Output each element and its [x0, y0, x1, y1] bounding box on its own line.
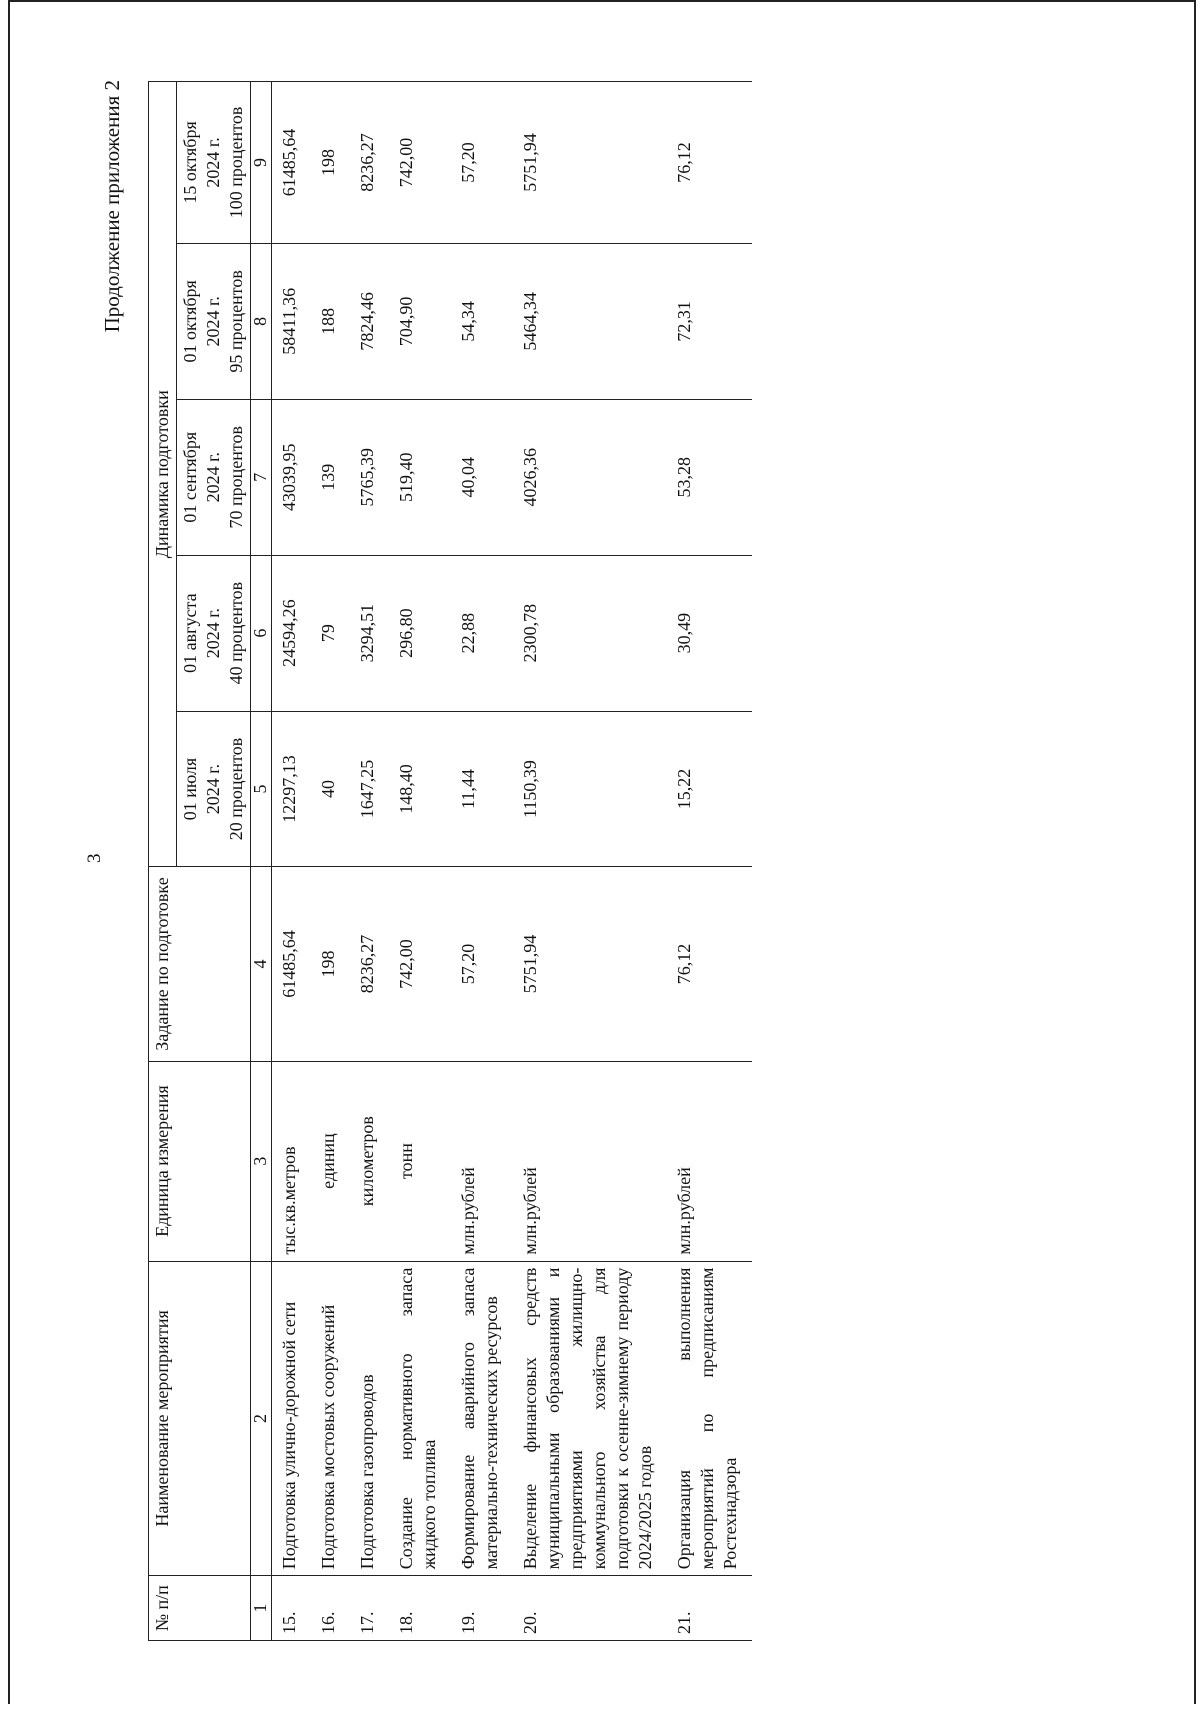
page-number: 3 — [84, 853, 105, 863]
table-row — [667, 82, 752, 1641]
row-value: 5464,34 — [513, 243, 667, 399]
row-value: 30,49 — [667, 555, 752, 711]
row-number: 21. — [667, 1576, 752, 1641]
row-number: 20. — [513, 1576, 667, 1641]
header-period-5: 15 октября 2024 г. 100 процентов — [177, 82, 251, 244]
row-value: 53,28 — [667, 399, 752, 555]
row-value: 4026,36 — [513, 399, 667, 555]
row-task: 57,20 — [451, 867, 513, 1061]
column-number: 8 — [251, 243, 272, 399]
column-number: 6 — [251, 555, 272, 711]
row-value: 148,40 — [389, 711, 451, 867]
header-unit: Единица измерения — [149, 1061, 251, 1261]
row-task: 198 — [311, 867, 350, 1061]
row-value: 40,04 — [451, 399, 513, 555]
header-dynamics: Динамика подготовки — [149, 82, 177, 867]
row-task: 8236,27 — [350, 867, 389, 1061]
row-value: 742,00 — [389, 82, 451, 244]
row-value: 5765,39 — [350, 399, 389, 555]
row-value: 2300,78 — [513, 555, 667, 711]
row-value: 79 — [311, 555, 350, 711]
column-number: 7 — [251, 399, 272, 555]
row-value: 519,40 — [389, 399, 451, 555]
row-unit: млн.рублей — [667, 1061, 752, 1261]
row-value: 24594,26 — [271, 555, 311, 711]
row-value: 12297,13 — [271, 711, 311, 867]
header-name: Наименование мероприятия — [149, 1261, 251, 1576]
row-value: 188 — [311, 243, 350, 399]
table-row — [350, 82, 389, 1641]
row-task: 5751,94 — [513, 867, 667, 1061]
table-row — [451, 82, 513, 1641]
column-number: 4 — [251, 867, 272, 1061]
row-value: 43039,95 — [271, 399, 311, 555]
row-value: 76,12 — [667, 82, 752, 244]
data-table — [148, 81, 752, 1641]
row-task: 742,00 — [389, 867, 451, 1061]
row-value: 198 — [311, 82, 350, 244]
row-task: 76,12 — [667, 867, 752, 1061]
header-period-2: 01 августа 2024 г. 40 процентов — [177, 555, 251, 711]
continuation-label: Продолжение приложения 2 — [100, 80, 124, 333]
header-number: № п/п — [149, 1576, 251, 1641]
row-value: 11,44 — [451, 711, 513, 867]
row-unit: тыс.кв.метров — [271, 1061, 311, 1261]
row-value: 8236,27 — [350, 82, 389, 244]
row-number: 16. — [311, 1576, 350, 1641]
row-value: 57,20 — [451, 82, 513, 244]
row-value: 139 — [311, 399, 350, 555]
table-row — [311, 82, 350, 1641]
row-value: 1647,25 — [350, 711, 389, 867]
row-number: 17. — [350, 1576, 389, 1641]
header-period-1: 01 июля 2024 г. 20 процентов — [177, 711, 251, 867]
row-number: 15. — [271, 1576, 311, 1641]
column-number: 3 — [251, 1061, 272, 1261]
row-value: 22,88 — [451, 555, 513, 711]
row-value: 704,90 — [389, 243, 451, 399]
row-number: 18. — [389, 1576, 451, 1641]
column-number: 1 — [251, 1576, 272, 1641]
row-unit: млн.рублей — [513, 1061, 667, 1261]
row-unit: тонн — [389, 1061, 451, 1261]
row-name: Создание нормативного запаса жидкого топлива — [389, 1261, 451, 1576]
column-number: 2 — [251, 1261, 272, 1576]
row-name: Выделение финансовых средств муниципальными образованиями и предприятиями жилищно-коммунального хозяйства для подготовки к осенне-зимнему периоду 2024/2025 годов — [513, 1261, 667, 1576]
row-value: 40 — [311, 711, 350, 867]
row-value: 3294,51 — [350, 555, 389, 711]
row-value: 15,22 — [667, 711, 752, 867]
row-name: Подготовка мостовых сооружений — [311, 1261, 350, 1576]
column-number: 5 — [251, 711, 272, 867]
table-row — [389, 82, 451, 1641]
row-value: 54,34 — [451, 243, 513, 399]
row-name: Подготовка газопроводов — [350, 1261, 389, 1576]
row-value: 1150,39 — [513, 711, 667, 867]
row-value: 72,31 — [667, 243, 752, 399]
row-value: 7824,46 — [350, 243, 389, 399]
row-unit: километров — [350, 1061, 389, 1261]
header-period-3: 01 сентября 2024 г. 70 процентов — [177, 399, 251, 555]
row-name: Формирование аварийного запаса материально-технических ресурсов — [451, 1261, 513, 1576]
row-name: Организация выполнения мероприятий по предписаниям Ростехнадзора — [667, 1261, 752, 1576]
row-number: 19. — [451, 1576, 513, 1641]
header-task: Задание по подготовке — [149, 867, 251, 1061]
column-number-row — [251, 82, 272, 1641]
row-value: 61485,64 — [271, 82, 311, 244]
table-row — [271, 82, 311, 1641]
row-unit: млн.рублей — [451, 1061, 513, 1261]
row-unit: единиц — [311, 1061, 350, 1261]
row-value: 296,80 — [389, 555, 451, 711]
table-row — [513, 82, 667, 1641]
row-task: 61485,64 — [271, 867, 311, 1061]
header-period-4: 01 октября 2024 г. 95 процентов — [177, 243, 251, 399]
column-number: 9 — [251, 82, 272, 244]
row-value: 5751,94 — [513, 82, 667, 244]
row-value: 58411,36 — [271, 243, 311, 399]
row-name: Подготовка улично-дорожной сети — [271, 1261, 311, 1576]
